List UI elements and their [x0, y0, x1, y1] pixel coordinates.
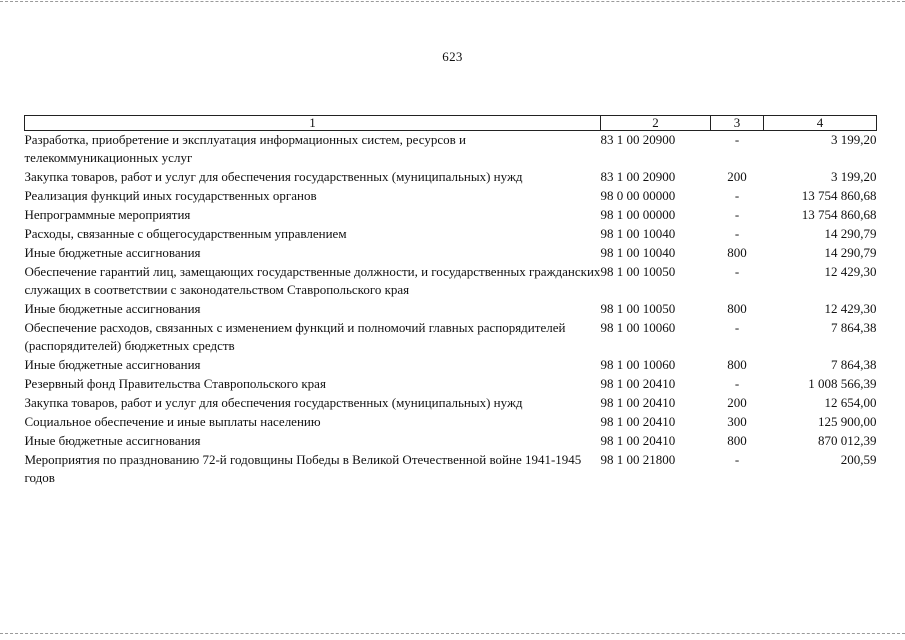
row-type: 800 — [727, 433, 747, 448]
row-type: - — [734, 188, 740, 203]
row-code: 98 1 00 10060 — [600, 357, 676, 372]
table-row — [25, 187, 877, 206]
row-code: 98 0 00 00000 — [600, 188, 676, 203]
row-code: 98 1 00 20410 — [600, 433, 676, 448]
table-row — [25, 319, 877, 356]
row-amount: 12 429,30 — [824, 264, 877, 279]
scan-edge-top — [0, 1, 905, 2]
row-amount: 870 012,39 — [818, 433, 877, 448]
row-type: - — [734, 132, 740, 147]
row-name: Расходы, связанные с общегосударственным управлением — [24, 226, 347, 241]
row-type: 200 — [727, 395, 747, 410]
row-amount: 14 290,79 — [824, 226, 877, 241]
row-type: - — [734, 207, 740, 222]
row-name: Иные бюджетные ассигнования — [24, 301, 201, 316]
row-type: - — [734, 320, 740, 335]
row-name: Мероприятия по празднованию 72-й годовщины Победы в Великой Отечественной войне 1941-1945 годов — [24, 452, 582, 485]
table-row — [25, 394, 877, 413]
row-amount: 3 199,20 — [831, 169, 877, 184]
row-name: Резервный фонд Правительства Ставропольского края — [24, 376, 326, 391]
row-name: Иные бюджетные ассигнования — [24, 245, 201, 260]
row-amount: 125 900,00 — [818, 414, 877, 429]
row-amount: 7 864,38 — [831, 320, 877, 335]
row-type: 800 — [727, 301, 747, 316]
row-type: - — [734, 264, 740, 279]
table-row — [25, 375, 877, 394]
row-amount: 13 754 860,68 — [801, 207, 877, 222]
row-type: - — [734, 452, 740, 467]
table-row — [25, 300, 877, 319]
row-type: - — [734, 226, 740, 241]
row-amount: 3 199,20 — [831, 132, 877, 147]
table-row — [25, 451, 877, 488]
row-code: 98 1 00 10060 — [600, 320, 676, 335]
table-row — [25, 244, 877, 263]
row-code: 98 1 00 10040 — [600, 226, 676, 241]
row-name: Закупка товаров, работ и услуг для обеспечения государственных (муниципальных) нужд — [24, 395, 523, 410]
row-name: Иные бюджетные ассигнования — [24, 357, 201, 372]
row-name: Иные бюджетные ассигнования — [24, 433, 201, 448]
row-amount: 7 864,38 — [831, 357, 877, 372]
table-row — [25, 263, 877, 300]
column-header-code: 2 — [601, 116, 711, 131]
table-row — [25, 206, 877, 225]
row-amount: 13 754 860,68 — [801, 188, 877, 203]
row-amount: 12 429,30 — [824, 301, 877, 316]
row-type: 200 — [727, 169, 747, 184]
table-row — [25, 356, 877, 375]
row-code: 98 1 00 10040 — [600, 245, 676, 260]
row-code: 98 1 00 20410 — [600, 395, 676, 410]
row-type: 300 — [727, 414, 747, 429]
row-name: Непрограммные мероприятия — [24, 207, 191, 222]
row-name: Обеспечение гарантий лиц, замещающих государственные должности, и государственных гражданских служащих в соответствии с законодательством Ставропольского края — [24, 264, 601, 297]
table-row — [25, 432, 877, 451]
scan-edge-bottom — [0, 633, 905, 634]
column-header-type: 3 — [711, 116, 764, 131]
row-name: Разработка, приобретение и эксплуатация информационных систем, ресурсов и телекоммуникационных услуг — [24, 132, 466, 165]
page-number: 623 — [442, 49, 463, 64]
row-amount: 200,59 — [840, 452, 877, 467]
row-code: 98 1 00 21800 — [600, 452, 676, 467]
row-code: 83 1 00 20900 — [600, 169, 676, 184]
row-amount: 1 008 566,39 — [808, 376, 877, 391]
row-code: 83 1 00 20900 — [600, 132, 676, 147]
row-name: Социальное обеспечение и иные выплаты населению — [24, 414, 321, 429]
column-header-amount: 4 — [764, 116, 877, 131]
table-row — [25, 131, 877, 169]
table-row — [25, 225, 877, 244]
row-type: 800 — [727, 245, 747, 260]
row-code: 98 1 00 10050 — [600, 301, 676, 316]
table-header-row — [25, 116, 877, 131]
table-row — [25, 168, 877, 187]
row-code: 98 1 00 00000 — [600, 207, 676, 222]
row-name: Закупка товаров, работ и услуг для обеспечения государственных (муниципальных) нужд — [24, 169, 523, 184]
row-code: 98 1 00 10050 — [600, 264, 676, 279]
row-name: Реализация функций иных государственных органов — [24, 188, 317, 203]
row-code: 98 1 00 20410 — [600, 376, 676, 391]
column-header-name: 1 — [25, 116, 601, 131]
row-amount: 14 290,79 — [824, 245, 877, 260]
row-type: 800 — [727, 357, 747, 372]
budget-table — [24, 115, 877, 488]
table-row — [25, 413, 877, 432]
row-amount: 12 654,00 — [824, 395, 877, 410]
row-type: - — [734, 376, 740, 391]
row-name: Обеспечение расходов, связанных с изменением функций и полномочий главных распорядителей (распорядителей) бюджетных средств — [24, 320, 566, 353]
row-code: 98 1 00 20410 — [600, 414, 676, 429]
